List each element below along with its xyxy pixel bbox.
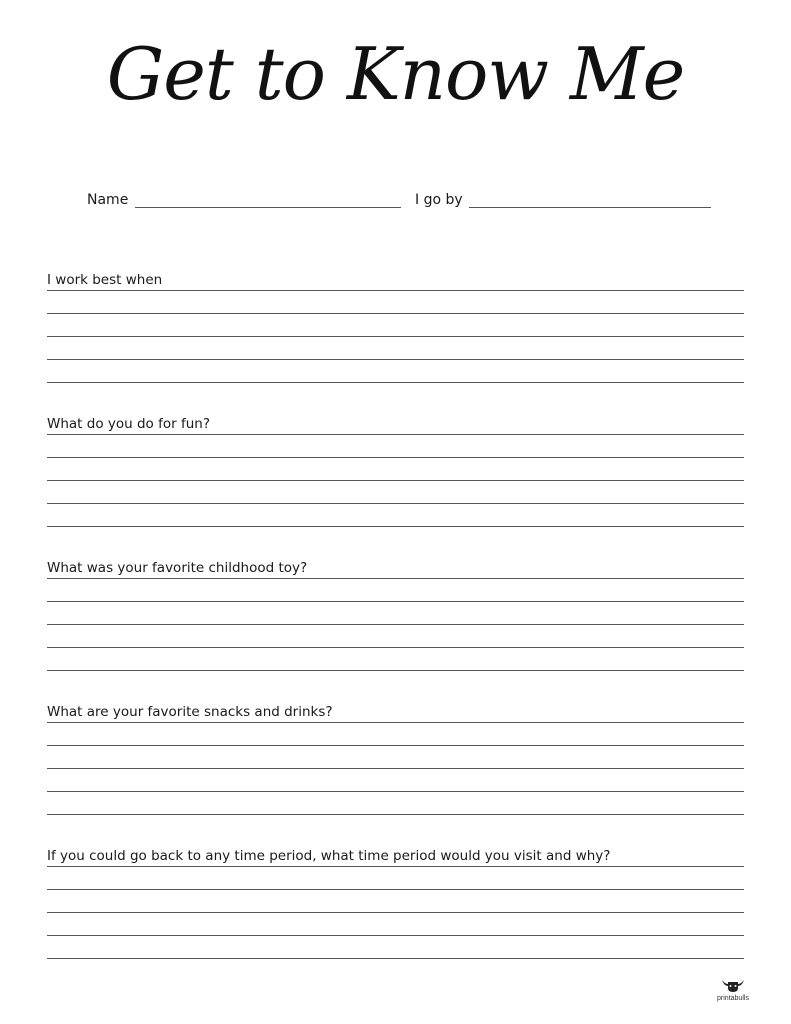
question-section-1	[47, 271, 744, 383]
header-fields	[87, 188, 711, 210]
answer-line[interactable]	[47, 867, 744, 890]
printabulls-logo	[713, 978, 753, 1002]
goes-by-label: I go by	[415, 192, 463, 208]
answer-line[interactable]	[47, 936, 744, 959]
answer-line[interactable]	[47, 579, 744, 602]
question-section-5	[47, 847, 744, 959]
question-label: What was your favorite childhood toy?	[47, 560, 313, 576]
name-line[interactable]	[135, 207, 401, 208]
question-row[interactable]	[47, 703, 744, 723]
question-label: What are your favorite snacks and drinks?	[47, 704, 339, 720]
logo-text: printabulls	[717, 995, 749, 1002]
answer-line[interactable]	[47, 360, 744, 383]
question-row[interactable]	[47, 271, 744, 291]
goes-by-line[interactable]	[469, 207, 711, 208]
answer-line[interactable]	[47, 769, 744, 792]
question-row[interactable]	[47, 415, 744, 435]
answer-line[interactable]	[47, 314, 744, 337]
question-row[interactable]	[47, 847, 744, 867]
answer-line[interactable]	[47, 435, 744, 458]
question-section-2	[47, 415, 744, 527]
question-section-4	[47, 703, 744, 815]
answer-line[interactable]	[47, 458, 744, 481]
question-label: If you could go back to any time period, what time period would you visit and why?	[47, 848, 616, 864]
goes-by-field[interactable]	[415, 188, 711, 210]
answer-line[interactable]	[47, 866, 744, 867]
answer-line[interactable]	[47, 291, 744, 314]
question-label: What do you do for fun?	[47, 416, 216, 432]
answer-line[interactable]	[47, 625, 744, 648]
page-title: Get to Know Me	[106, 32, 685, 116]
answer-line[interactable]	[47, 723, 744, 746]
answer-line[interactable]	[47, 434, 744, 435]
answer-line[interactable]	[47, 746, 744, 769]
name-field[interactable]	[87, 188, 402, 210]
answer-line[interactable]	[47, 504, 744, 527]
question-label: I work best when	[47, 272, 168, 288]
question-section-3	[47, 559, 744, 671]
question-row[interactable]	[47, 559, 744, 579]
answer-line[interactable]	[47, 722, 744, 723]
answer-line[interactable]	[47, 890, 744, 913]
answer-line[interactable]	[47, 481, 744, 504]
answer-line[interactable]	[47, 337, 744, 360]
answer-line[interactable]	[47, 602, 744, 625]
answer-line[interactable]	[47, 913, 744, 936]
bull-head-icon	[719, 978, 747, 994]
answer-line[interactable]	[47, 648, 744, 671]
answer-line[interactable]	[47, 578, 744, 579]
answer-line[interactable]	[47, 792, 744, 815]
name-label: Name	[87, 192, 129, 208]
answer-line[interactable]	[47, 290, 744, 291]
